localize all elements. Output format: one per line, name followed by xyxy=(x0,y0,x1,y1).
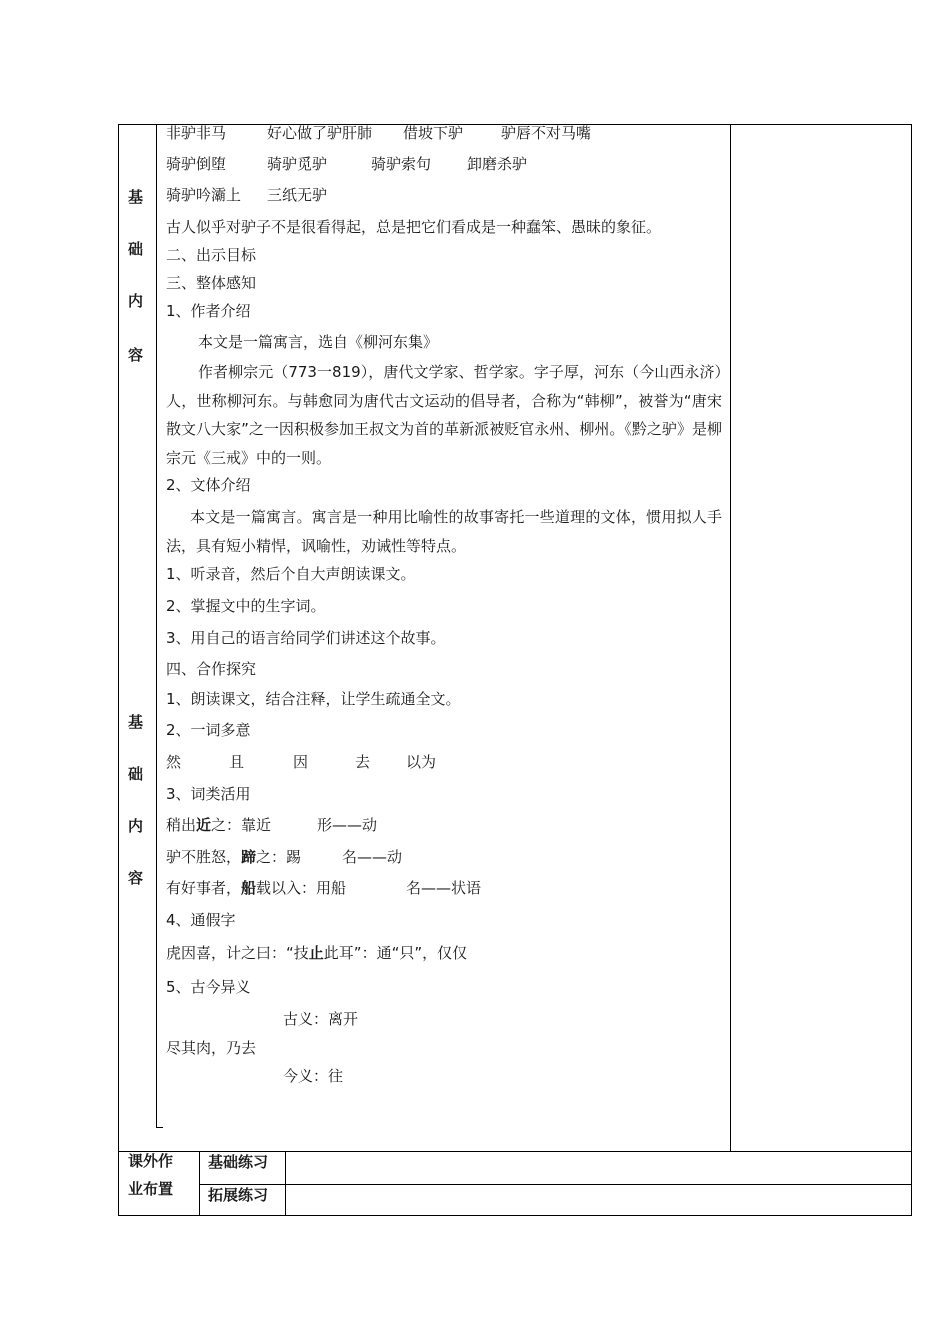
loan-char-line xyxy=(166,943,467,963)
usage-line-1 xyxy=(166,815,271,835)
usage-line-3 xyxy=(166,878,346,898)
coop-read: 1、朗读课文，结合注释，让学生疏通全文。 xyxy=(166,690,461,708)
idiom-3b: 三纸无驴 xyxy=(267,186,328,204)
genre-paragraph xyxy=(166,503,722,560)
notes-column-divider xyxy=(730,124,731,1152)
genre-paragraph-text: 本文是一篇寓言。寓言是一种用比喻性的故事寄托一些道理的文体，惯用拟人手法，具有短小精悍，讽喻性，劝诫性等特点。 xyxy=(166,508,722,555)
polysemy-word-1: 然 xyxy=(166,753,182,771)
idiom-1a: 非驴非马 xyxy=(166,124,227,142)
idiom-1d: 驴唇不对马嘴 xyxy=(501,124,592,142)
usage-3-post: 载以入：用船 xyxy=(256,879,347,897)
idiom-3a: 骑驴吟灞上 xyxy=(166,186,242,204)
task-retell: 3、用自己的语言给同学们讲述这个故事。 xyxy=(166,629,446,647)
loan-post: 此耳”：通“只”，仅仅 xyxy=(323,944,468,962)
side-label-2b: 础 xyxy=(128,765,144,783)
author-paragraph xyxy=(166,358,722,472)
heading-cooperate: 四、合作探究 xyxy=(166,660,257,678)
heading-overview: 三、整体感知 xyxy=(166,274,257,292)
loan-key: 止 xyxy=(308,944,324,962)
author-paragraph-text: 作者柳宗元（773一819），唐代文学家、哲学家。字子厚，河东（今山西永济）人，世称柳河东。与韩愈同为唐代古文运动的倡导者，合称为“韩柳”，被誉为“唐宋散文八大家”之一因积极参加王叔文为首的革新派被贬官永州、柳州。《黔之驴》是柳宗元《三戒》中的一则。 xyxy=(166,363,722,467)
author-source: 本文是一篇寓言，选自《柳河东集》 xyxy=(198,333,439,351)
coop-word-class: 3、词类活用 xyxy=(166,785,251,803)
usage-3-type: 名——状语 xyxy=(406,879,482,897)
idiom-2c: 骑驴索句 xyxy=(371,155,432,173)
heading-author: 1、作者介绍 xyxy=(166,302,251,320)
homework-item-divider xyxy=(285,1151,286,1216)
usage-3-key: 船 xyxy=(241,879,257,897)
table-right-border xyxy=(911,124,912,1216)
usage-2-pre: 驴不胜怒， xyxy=(166,848,242,866)
side-label-1d: 容 xyxy=(128,346,144,364)
idiom-2a: 骑驴倒堕 xyxy=(166,155,227,173)
coop-ancient-modern: 5、古今异义 xyxy=(166,978,251,996)
usage-3-pre: 有好事者， xyxy=(166,879,242,897)
label-column-divider xyxy=(156,124,157,1127)
heading-genre: 2、文体介绍 xyxy=(166,476,251,494)
task-listen: 1、听录音，然后个自大声朗读课文。 xyxy=(166,565,416,583)
homework-basic: 基础练习 xyxy=(208,1153,269,1171)
side-label-1b: 础 xyxy=(128,240,144,258)
side-label-2c: 内 xyxy=(128,817,144,835)
polysemy-word-3: 因 xyxy=(293,753,309,771)
homework-extend: 拓展练习 xyxy=(208,1186,269,1204)
usage-2-type: 名——动 xyxy=(342,848,403,866)
modern-meaning: 今义：往 xyxy=(283,1067,344,1085)
usage-1-key: 近 xyxy=(196,816,212,834)
idiom-2d: 卸磨杀驴 xyxy=(467,155,528,173)
usage-2-key: 蹄 xyxy=(241,848,257,866)
coop-polysemy: 2、一词多意 xyxy=(166,721,251,739)
side-label-2d: 容 xyxy=(128,869,144,887)
task-vocab: 2、掌握文中的生字词。 xyxy=(166,597,326,615)
side-label-1a: 基 xyxy=(128,188,144,206)
idiom-2b: 骑驴觅驴 xyxy=(267,155,328,173)
coop-loan-char: 4、通假字 xyxy=(166,911,236,929)
example-sentence: 尽其肉，乃去 xyxy=(166,1039,257,1057)
polysemy-word-5: 以为 xyxy=(406,753,437,771)
usage-2-post: 之：踢 xyxy=(256,848,302,866)
homework-label-2: 业布置 xyxy=(128,1180,174,1198)
usage-1-post: 之：靠近 xyxy=(211,816,272,834)
intro-sentence: 古人似乎对驴子不是很看得起，总是把它们看成是一种蠢笨、愚昧的象征。 xyxy=(166,218,662,236)
polysemy-word-2: 且 xyxy=(229,753,245,771)
idiom-1c: 借坡下驴 xyxy=(403,124,464,142)
polysemy-word-4: 去 xyxy=(355,753,371,771)
homework-label-1: 课外作 xyxy=(128,1152,174,1170)
usage-1-pre: 稍出 xyxy=(166,816,197,834)
table-left-border xyxy=(118,124,119,1216)
side-label-1c: 内 xyxy=(128,292,144,310)
side-label-2a: 基 xyxy=(128,713,144,731)
idiom-1b: 好心做了驴肝肺 xyxy=(267,124,373,142)
ancient-meaning: 古义：离开 xyxy=(283,1010,359,1028)
homework-label-divider xyxy=(199,1151,200,1216)
loan-pre: 虎因喜，计之曰：“技 xyxy=(166,944,309,962)
usage-line-2 xyxy=(166,847,301,867)
table-bottom-border xyxy=(118,1215,912,1216)
content-bottom-line xyxy=(156,1127,163,1128)
usage-1-type: 形——动 xyxy=(317,816,378,834)
heading-objectives: 二、出示目标 xyxy=(166,246,257,264)
homework-row-divider xyxy=(199,1184,912,1185)
